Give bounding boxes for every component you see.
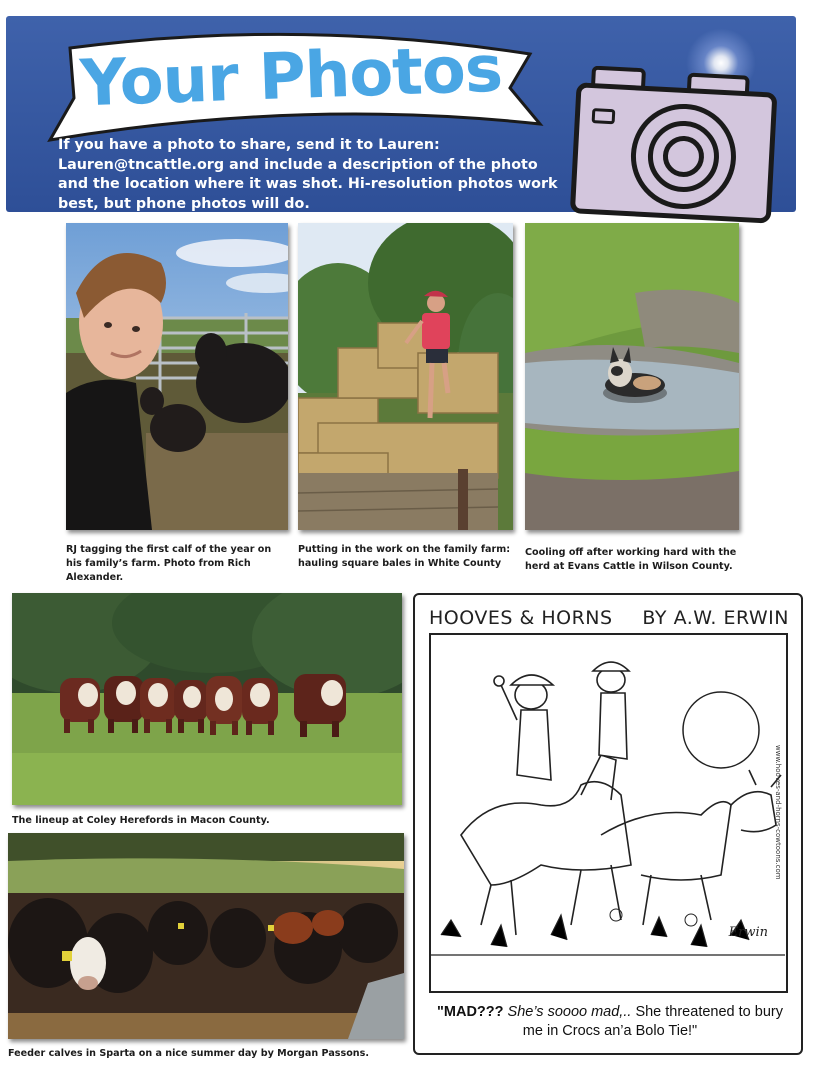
photo-caption-hereford: The lineup at Coley Herefords in Macon County. bbox=[12, 815, 270, 826]
photo-hay-bales bbox=[298, 223, 513, 530]
cartoon-caption bbox=[435, 1003, 785, 1041]
photo-rj-tagging-calf bbox=[66, 223, 288, 530]
cartoon-signature: Erwin bbox=[728, 925, 768, 940]
photo-dog-image bbox=[525, 223, 739, 530]
cartoon-caption-italic: She’s soooo mad,.. bbox=[507, 1004, 632, 1020]
page-title: Your Photos bbox=[78, 32, 504, 122]
header-banner bbox=[6, 16, 796, 212]
photo-hay-image bbox=[298, 223, 513, 530]
cartoon-caption-rest: She threatened to bury me in Crocs an’a Bolo Tie!" bbox=[522, 1004, 783, 1039]
cartoon-website: www.hooves-and-horns-cowtoons.com bbox=[774, 745, 782, 880]
photo-caption-rj: RJ tagging the first calf of the year on his family’s farm. Photo from Rich Alexander. bbox=[66, 544, 272, 583]
photo-hereford-image bbox=[12, 593, 402, 805]
photo-feeder-calves bbox=[8, 833, 404, 1039]
photo-dog-cooling-off bbox=[525, 223, 739, 530]
cartoon-frame bbox=[429, 633, 788, 993]
cartoon-title: HOOVES & HORNS bbox=[429, 607, 613, 629]
camera-icon bbox=[568, 66, 783, 226]
banner-instructions: If you have a photo to share, send it to Lauren: Lauren@tncattle.org and include a description of the photo and the location where it was shot. Hi-resolution photos work best, but phone photos will do. bbox=[58, 137, 558, 212]
photo-caption-hay: Putting in the work on the family farm: hauling square bales in White County bbox=[298, 544, 511, 569]
photo-hereford-lineup bbox=[12, 593, 402, 805]
cartoon-panel bbox=[413, 593, 803, 1055]
photo-rj-image bbox=[66, 223, 288, 530]
cartoon-caption-bold: "MAD??? bbox=[437, 1004, 504, 1020]
cartoon-byline: BY A.W. ERWIN bbox=[642, 607, 789, 629]
photo-caption-feeder: Feeder calves in Sparta on a nice summer day by Morgan Passons. bbox=[8, 1048, 369, 1059]
photo-feeder-image bbox=[8, 833, 404, 1039]
photo-caption-dog: Cooling off after working hard with the herd at Evans Cattle in Wilson County. bbox=[525, 547, 737, 572]
